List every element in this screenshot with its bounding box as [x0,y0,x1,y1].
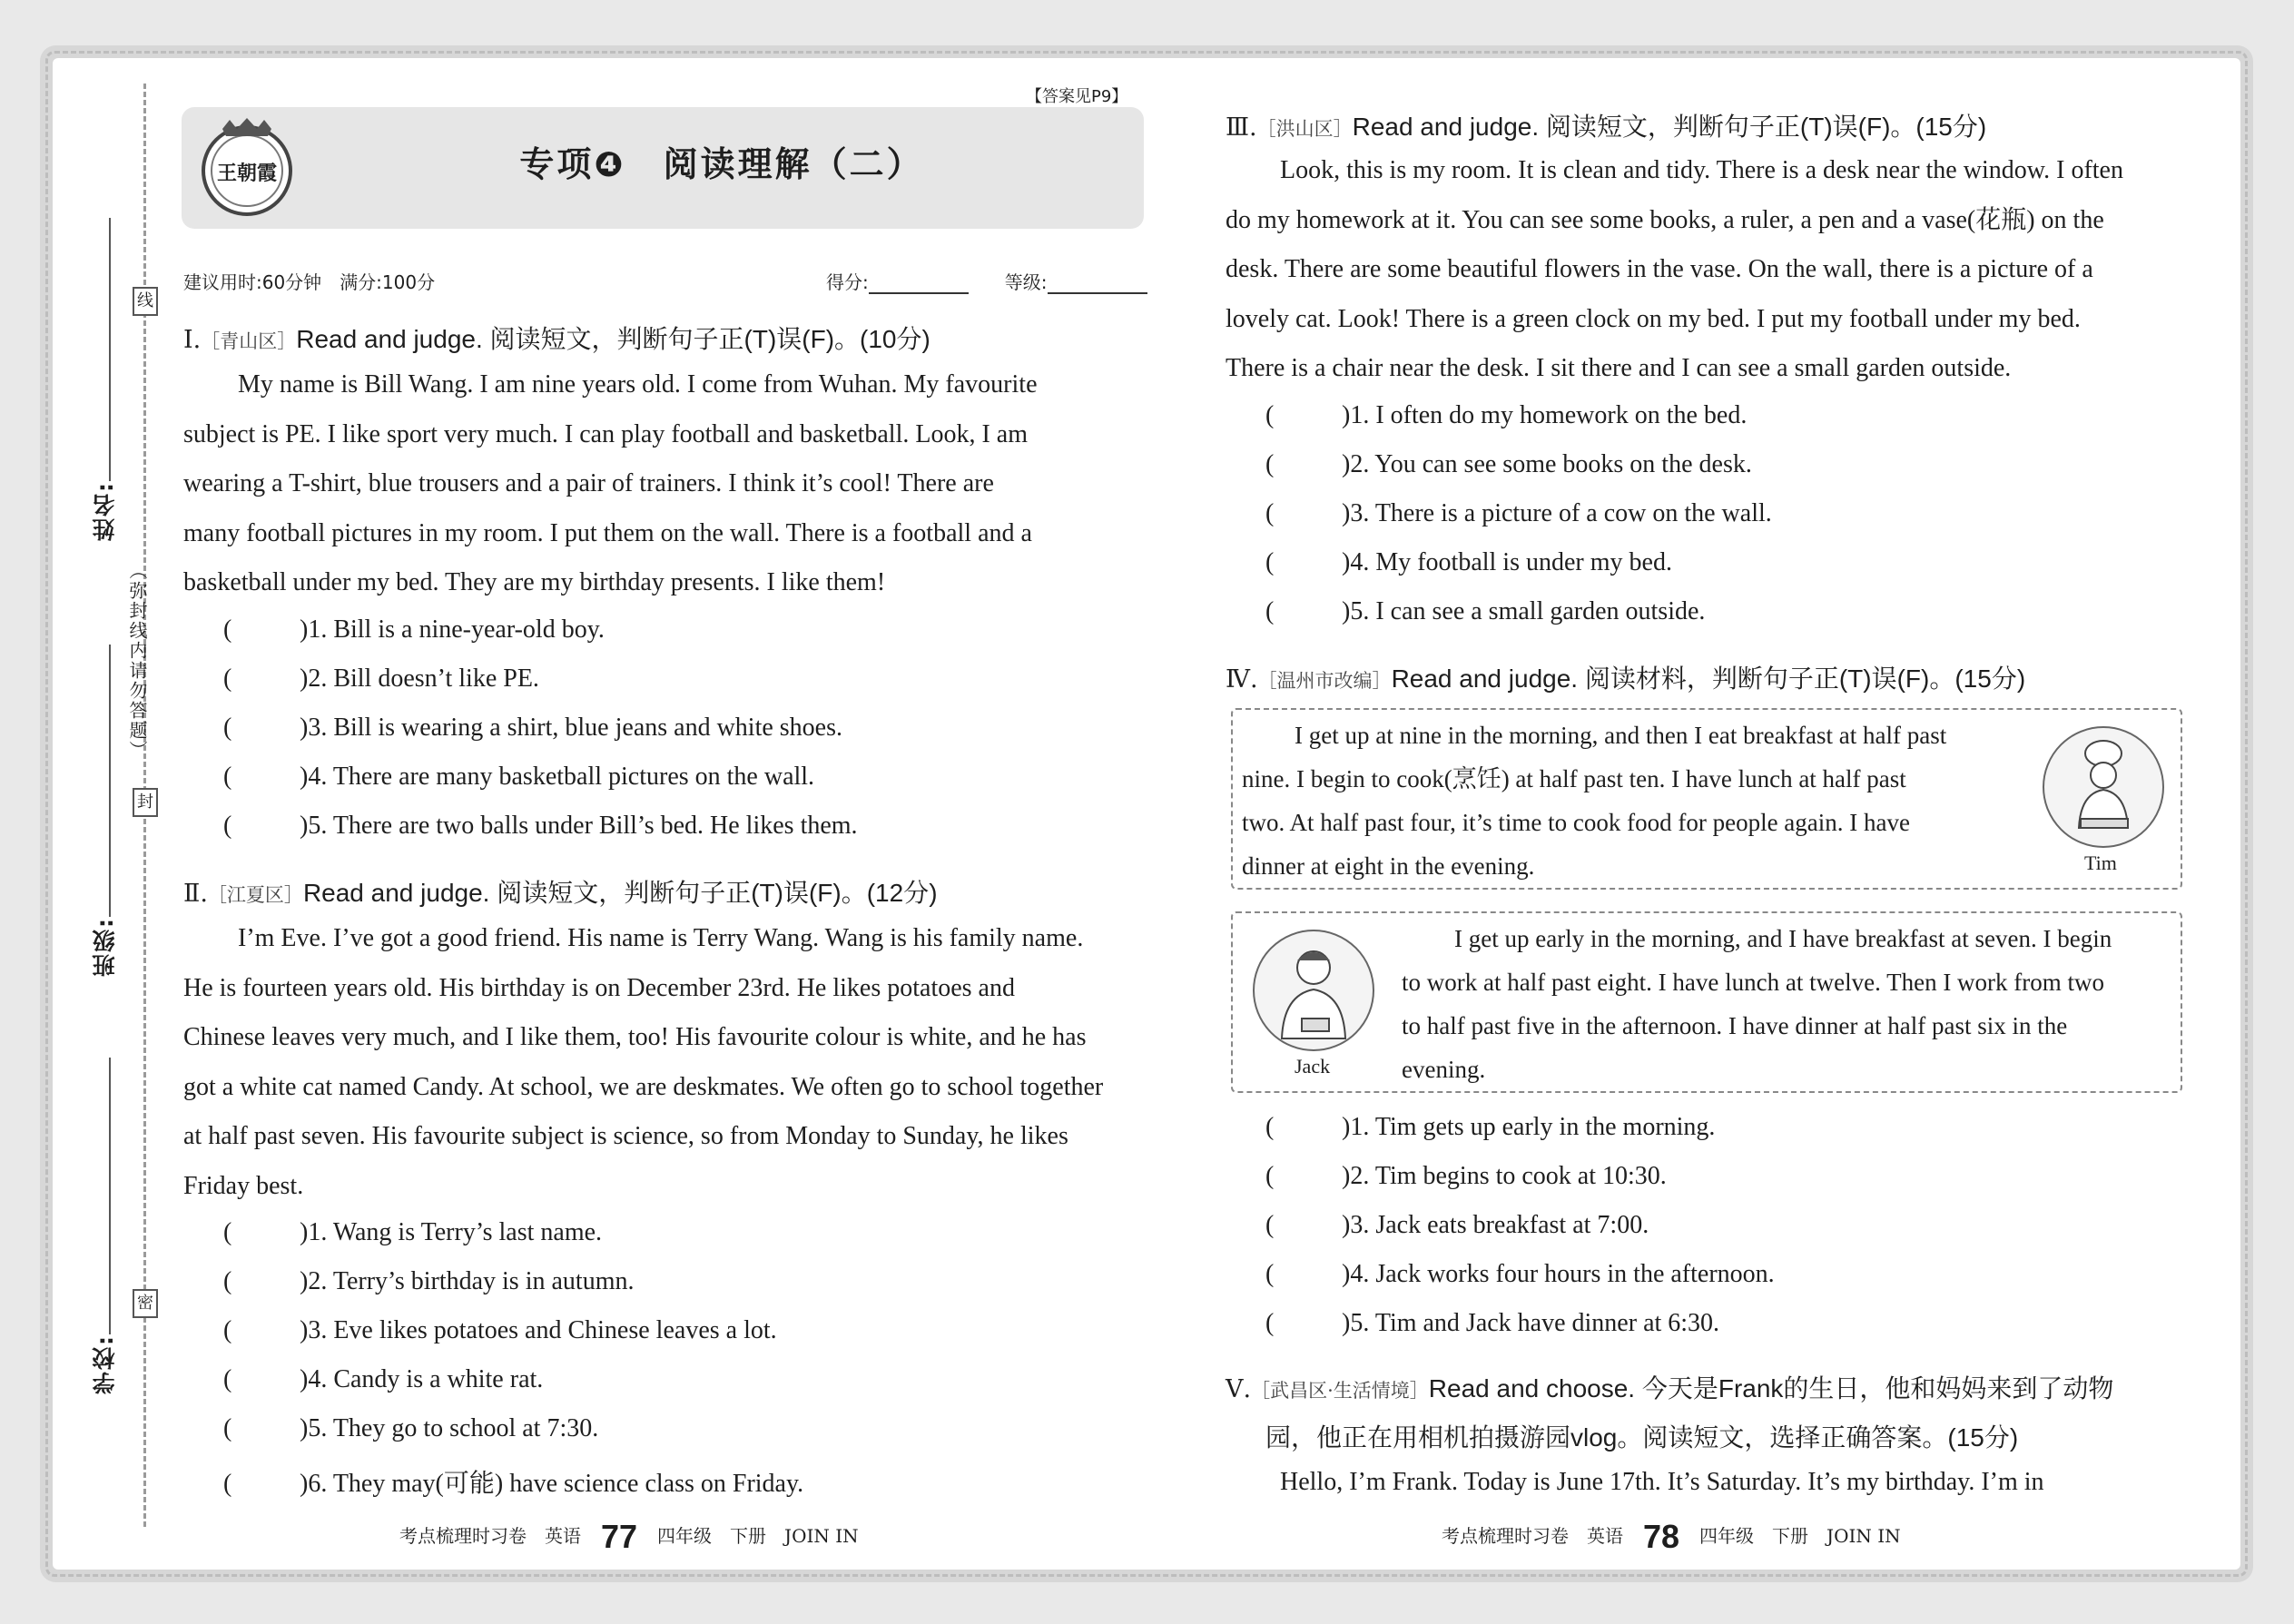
s4-question-3[interactable]: ( )3. Jack eats breakfast at 7:00. [1265,1211,1649,1239]
page-title: 专项❹ 阅读理解（二） [519,144,924,184]
seal-char-secret: 密 [133,1289,158,1318]
name-blank [109,218,111,481]
tim-name: Tim [2084,851,2117,874]
full-score: 满分:100分 [340,271,436,293]
s4-question-4[interactable]: ( )4. Jack works four hours in the afternoon. [1265,1260,1775,1288]
s3-question-3[interactable]: ( )3. There is a picture of a cow on the wall. [1265,499,1772,527]
s1-question-2[interactable]: ( )2. Bill doesn’t like PE. [223,664,539,693]
section-2-passage: I’m Eve. I’ve got a good friend. His name is Terry Wang. Wang is his family name. He is fourteen years old. His birthday is on December 23rd. He likes potatoes and Chinese leaves very much, and I like them, too! His favourite colour is white, and he has got a white cat named Candy. At school, we are deskmates. We often go to school together at half past seven. His favourite subject is science, so from Monday to Sunday, he likes Friday best. [183,924,1104,1200]
publisher-logo-icon [195,116,300,221]
binding-warning: （弥封线内请勿答题） [126,561,148,761]
class-blank [109,645,111,917]
tim-material-text: I get up at nine in the morning, and then I eat breakfast at half past nine. I begin to cook(烹饪) at half past ten. I have lunch at half past two. At half past four, it’s time to cook food for people again. I have dinner at eight in the evening. [1242,722,1947,880]
s2-question-4[interactable]: ( )4. Candy is a white rat. [223,1365,544,1393]
section-4-heading: Ⅳ.［温州市改编］Read and judge. 阅读材料，判断句子正(T)误(F)。(15分) [1226,664,2026,694]
s1-question-1[interactable]: ( )1. Bill is a nine-year-old boy. [223,615,605,644]
seal-char-seal: 封 [133,788,158,817]
s4-question-2[interactable]: ( )2. Tim begins to cook at 10:30. [1265,1162,1667,1190]
s4-question-1[interactable]: ( )1. Tim gets up early in the morning. [1265,1113,1716,1141]
section-5-heading-cont: 园，他正在用相机拍摄游园vlog。阅读短文，选择正确答案。(15分) [1265,1423,2019,1452]
s2-question-6[interactable]: ( )6. They may(可能) have science class on Friday. [223,1470,804,1498]
s1-question-5[interactable]: ( )5. There are two balls under Bill’s bed. He likes them. [223,812,858,840]
grade-label: 等级: [1004,271,1048,293]
name-label: 姓名: [92,481,118,541]
section-5-passage: Hello, I’m Frank. Today is June 17th. It’s Saturday. It’s my birthday. I’m in [1280,1468,2044,1496]
worker-portrait-icon [1253,930,1374,1051]
class-label: 班级: [92,917,118,977]
s1-question-3[interactable]: ( )3. Bill is wearing a shirt, blue jeans and white shoes. [223,714,842,742]
s4-question-5[interactable]: ( )5. Tim and Jack have dinner at 6:30. [1265,1309,1720,1337]
school-label: 学校: [92,1334,118,1394]
section-3-heading: Ⅲ.［洪山区］Read and judge. 阅读短文，判断句子正(T)误(F)。(15分) [1226,113,1987,142]
page-number-left: 77 [601,1518,638,1555]
section-5-heading: Ⅴ.［武昌区·生活情境］Read and choose. 今天是Frank的生日，他和妈妈来到了动物 [1226,1374,2114,1403]
logo-text: 王朝霞 [216,162,278,185]
answer-reference: 【答案见P9】 [1026,87,1128,106]
s2-question-2[interactable]: ( )2. Terry’s birthday is in autumn. [223,1267,635,1295]
page-number-right: 78 [1643,1518,1680,1555]
s3-question-4[interactable]: ( )4. My football is under my bed. [1265,548,1672,576]
section-1-passage: My name is Bill Wang. I am nine years old. I come from Wuhan. My favourite subject is PE. I like sport very much. I can play football and basketball. Look, I am wearing a T-shirt, blue trousers and a pair of trainers. I think it’s cool! There are many football pictures in my room. I put them on the wall. There is a football and a basketball under my bed. They are my birthday presents. I like them! [183,370,1038,596]
chef-portrait-icon [2043,726,2164,848]
jack-name: Jack [1295,1055,1331,1078]
s3-question-2[interactable]: ( )2. You can see some books on the desk. [1265,450,1752,478]
s3-question-1[interactable]: ( )1. I often do my homework on the bed. [1265,401,1748,429]
suggested-time: 建议用时:60分钟 满分:100分 [183,271,436,293]
score-field[interactable]: 得分: 等级: [826,268,1147,294]
s2-question-5[interactable]: ( )5. They go to school at 7:30. [223,1414,599,1442]
section-3-passage: Look, this is my room. It is clean and tidy. There is a desk near the window. I often do my homework at it. You can see some books, a ruler, a pen and a vase(花瓶) on the desk. There are some beautiful flowers in the vase. On the wall, there is a picture of a lovely cat. Look! There is a green clock on my bed. I put my football under my bed. There is a chair near the desk. I sit there and I can see a small garden outside. [1226,156,2123,382]
section-1-heading: Ⅰ.［青山区］Read and judge. 阅读短文，判断句子正(T)误(F)。(10分) [183,325,930,354]
school-blank [109,1058,111,1334]
s2-question-3[interactable]: ( )3. Eve likes potatoes and Chinese leaves a lot. [223,1316,777,1344]
footer-left: 考点梳理时习卷 英语 77 四年级 下册 JOIN IN [399,1518,859,1555]
s3-question-5[interactable]: ( )5. I can see a small garden outside. [1265,597,1706,625]
seal-char-line: 线 [133,287,158,316]
s1-question-4[interactable]: ( )4. There are many basketball pictures on the wall. [223,763,815,791]
footer-right: 考点梳理时习卷 英语 78 四年级 下册 JOIN IN [1442,1518,1901,1555]
section-2-heading: Ⅱ.［江夏区］Read and judge. 阅读短文，判断句子正(T)误(F)。(12分) [183,879,938,908]
s2-question-1[interactable]: ( )1. Wang is Terry’s last name. [223,1218,603,1246]
jack-material-text: I get up early in the morning, and I have breakfast at seven. I begin to work at half past eight. I have lunch at twelve. Then I work from two to half past five in the afternoon. I have dinner at half past six in the evening. [1402,925,2112,1083]
